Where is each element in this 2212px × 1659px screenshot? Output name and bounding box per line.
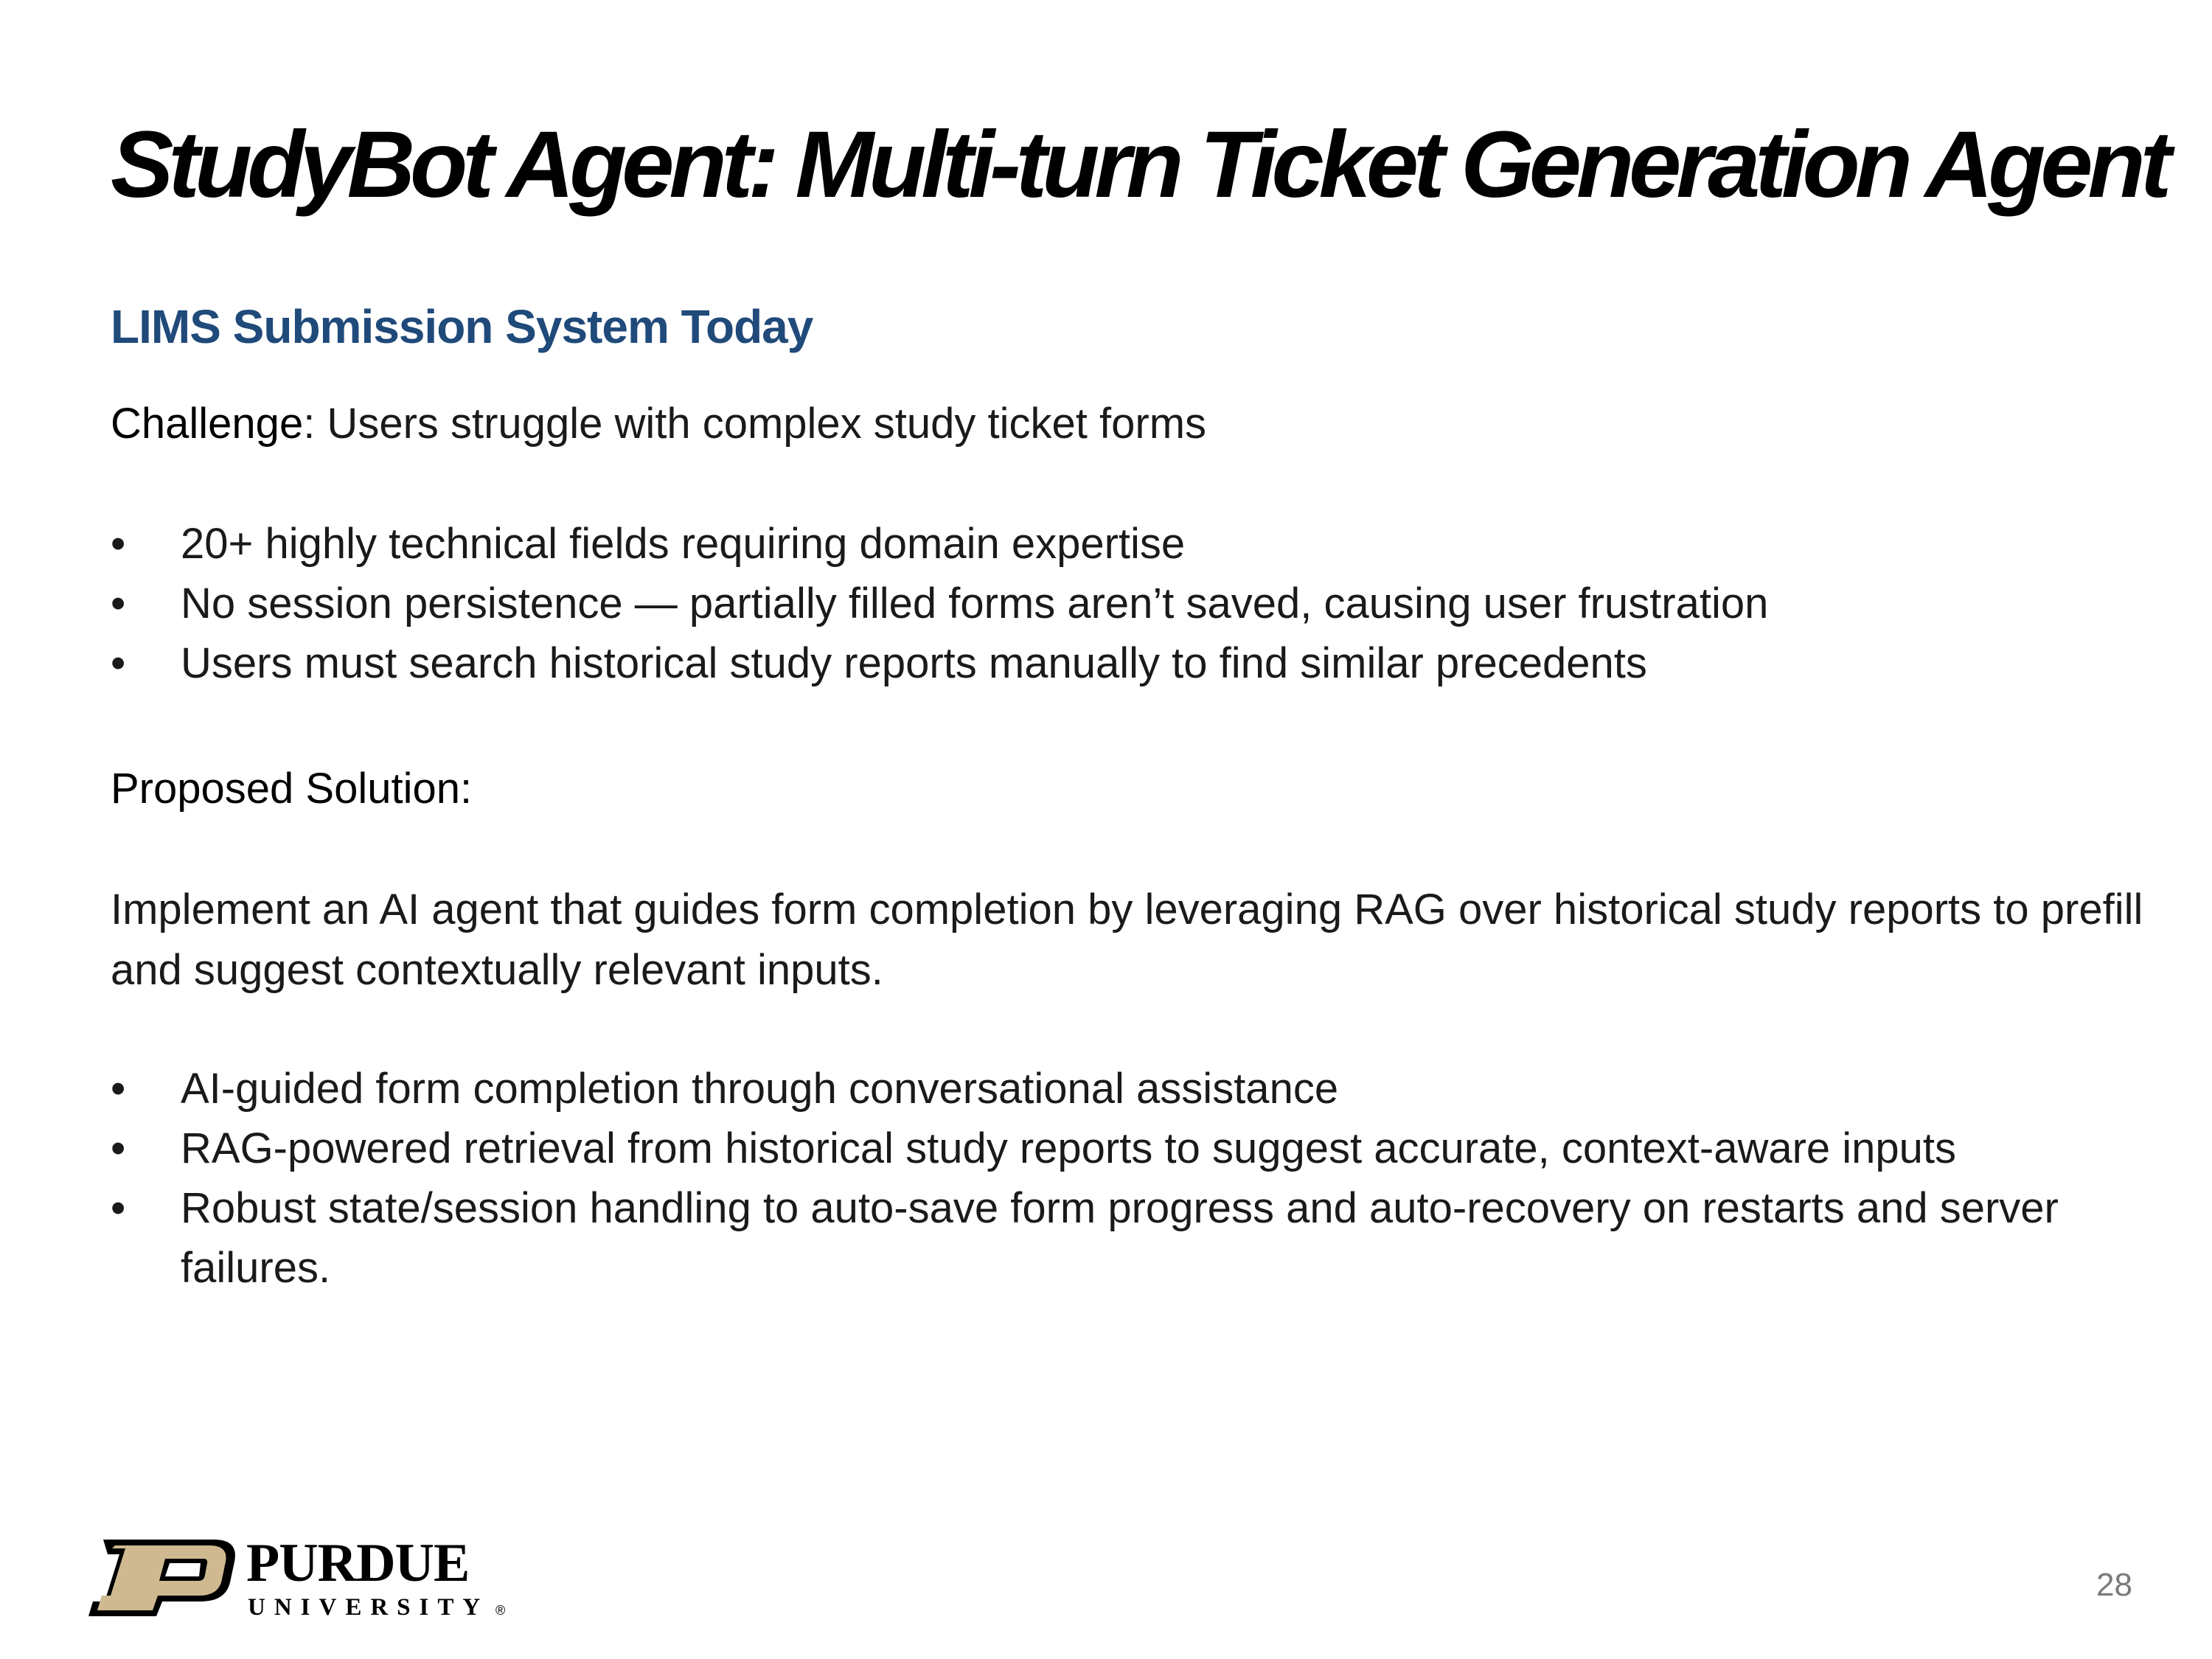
list-item-text: RAG-powered retrieval from historical study reports to suggest accurate, context-aware inputs	[181, 1124, 1957, 1172]
section-heading: LIMS Submission System Today	[111, 300, 813, 353]
purdue-p-icon	[88, 1540, 235, 1616]
list-item-text: 20+ highly technical fields requiring domain expertise	[181, 520, 1186, 568]
logo-wordmark: PURDUE	[246, 1534, 470, 1593]
page-number: 28	[2096, 1567, 2132, 1603]
challenge-line	[111, 394, 1206, 453]
bullet-icon: •	[111, 1184, 126, 1232]
list-item-text: Robust state/session handling to auto-save form progress and auto-recovery on restarts and server failures.	[181, 1184, 2059, 1292]
challenge-text: : Users struggle with complex study ticket forms	[303, 400, 1207, 448]
registered-mark: ®	[495, 1603, 506, 1618]
bullet-icon: •	[111, 580, 126, 627]
list-item	[111, 514, 2175, 574]
bullet-icon: •	[111, 520, 126, 568]
proposed-solution-label: Proposed Solution:	[111, 765, 473, 813]
list-item	[111, 1119, 2168, 1178]
list-item-text: No session persistence — partially filled forms aren’t saved, causing user frustration	[181, 580, 1769, 627]
challenge-label: Challenge	[111, 400, 304, 448]
solution-bullet-list	[111, 1059, 2168, 1298]
list-item	[111, 574, 2175, 633]
list-item-text: AI-guided form completion through conversational assistance	[181, 1065, 1339, 1113]
list-item	[111, 633, 2175, 693]
proposed-solution-text: Implement an AI agent that guides form completion by leveraging RAG over historical study reports to prefill and suggest contextually relevant inputs.	[111, 886, 2143, 994]
purdue-logo	[83, 1534, 510, 1622]
list-item	[111, 1178, 2168, 1298]
logo-subtext: UNIVERSITY	[248, 1594, 490, 1621]
list-item	[111, 1059, 2168, 1119]
bullet-icon: •	[111, 1124, 126, 1172]
list-item-text: Users must search historical study reports manually to find similar precedents	[181, 639, 1647, 687]
challenge-bullet-list	[111, 514, 2175, 693]
bullet-icon: •	[111, 639, 126, 687]
bullet-icon: •	[111, 1065, 126, 1113]
slide-title: StudyBot Agent: Multi-turn Ticket Generation Agent	[111, 112, 2167, 218]
